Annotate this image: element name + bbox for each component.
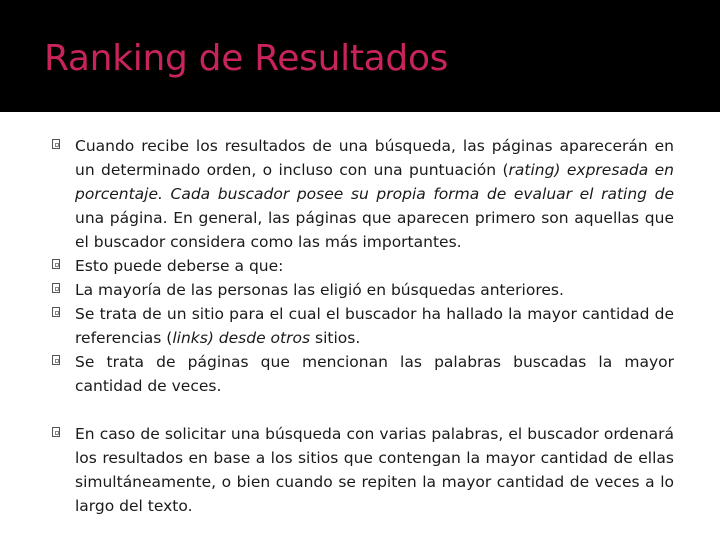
bullet-text: Se trata de páginas que mencionan las palabras buscadas la mayor cantidad de veces. xyxy=(75,353,674,395)
bullet-text: Se trata de un sitio para el cual el buscador ha hallado la mayor cantidad de referencias (links) desde otros sitios. xyxy=(75,305,674,347)
bullet-text: En caso de solicitar una búsqueda con varias palabras, el buscador ordenará los resultados en base a los sitios que contengan la mayor cantidad de ellas simultáneamente, o bien cuando se repiten la mayor cantidad de veces a lo largo del texto. xyxy=(75,425,674,515)
slide-title: Ranking de Resultados xyxy=(44,38,449,79)
square-bullet-icon xyxy=(52,259,60,269)
bullet-item xyxy=(52,350,674,398)
bullet-item xyxy=(52,422,674,518)
bullet-text: Esto puede deberse a que: xyxy=(75,257,284,275)
bullet-list xyxy=(52,134,674,518)
square-bullet-icon xyxy=(52,283,60,293)
bullet-item xyxy=(52,278,674,302)
square-bullet-icon xyxy=(52,427,60,437)
bullet-item xyxy=(52,302,674,350)
square-bullet-icon xyxy=(52,307,60,317)
bullet-item xyxy=(52,134,674,254)
bullet-item xyxy=(52,254,674,278)
bullet-text: Cuando recibe los resultados de una búsqueda, las páginas aparecerán en un determinado orden, o incluso con una puntuación (rating) expresada en porcentaje. Cada buscador posee su propia forma de evaluar el rating de una página. En general, las páginas que aparecen primero son aquellas que el buscador considera como las más importantes. xyxy=(75,137,674,251)
square-bullet-icon xyxy=(52,355,60,365)
square-bullet-icon xyxy=(52,139,60,149)
bullet-text: La mayoría de las personas las eligió en búsquedas anteriores. xyxy=(75,281,564,299)
